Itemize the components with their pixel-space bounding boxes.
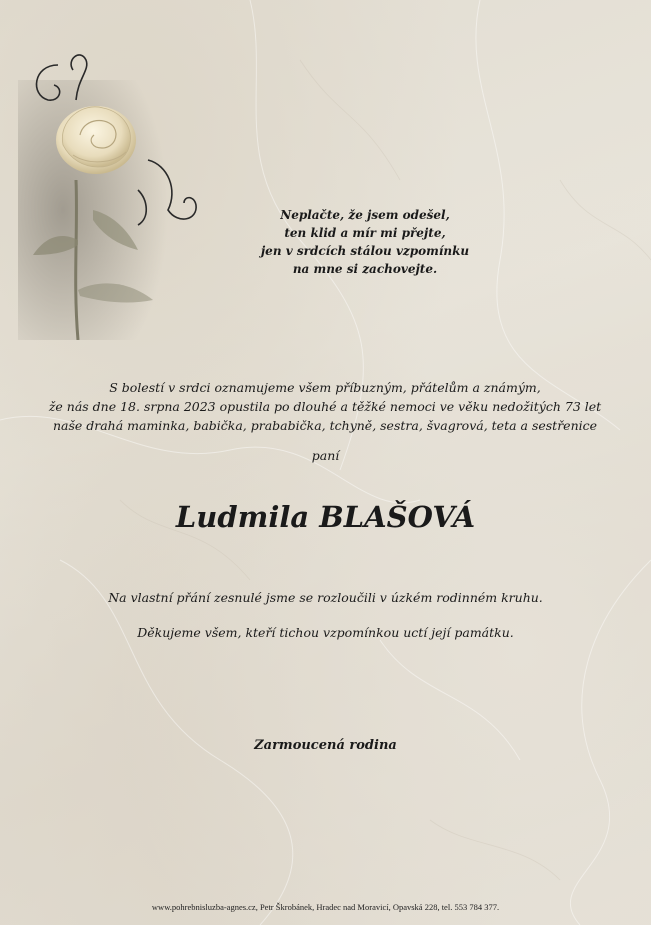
white-rose-icon bbox=[18, 40, 218, 340]
signature: Zarmoucená rodina bbox=[254, 738, 397, 753]
deceased-name: Ludmila BLAŠOVÁ bbox=[175, 500, 476, 534]
announcement bbox=[30, 378, 620, 435]
announcement-line: že nás dne 18. srpna 2023 opustila po dlouhé a těžké nemoci ve věku nedožitých 73 let bbox=[48, 399, 602, 414]
announcement-line: naše drahá maminka, babička, prababička, tchyně, sestra, švagrová, teta a sestřenice bbox=[52, 418, 598, 433]
poem-line: ten klid a mír mi přejte, bbox=[284, 226, 446, 240]
announcement-line: S bolestí v srdci oznamujeme všem příbuzným, přátelům a známým, bbox=[109, 380, 541, 395]
honorific: paní bbox=[311, 448, 340, 463]
poem-line: Neplačte, že jsem odešel, bbox=[280, 208, 450, 222]
poem bbox=[250, 206, 480, 278]
poem-line: na mne si zachovejte. bbox=[292, 262, 438, 276]
farewell-note: Na vlastní přání zesnulé jsme se rozloučili v úzkém rodinném kruhu. bbox=[108, 590, 543, 605]
thanks-note: Děkujeme všem, kteří tichou vzpomínkou uctí její památku. bbox=[137, 625, 514, 640]
funeral-service-footer: www.pohrebnisluzba-agnes.cz, Petr Škrobánek, Hradec nad Moravicí, Opavská 228, tel. 553 784 377. bbox=[151, 902, 500, 912]
poem-line: jen v srdcích stálou vzpomínku bbox=[260, 244, 470, 258]
